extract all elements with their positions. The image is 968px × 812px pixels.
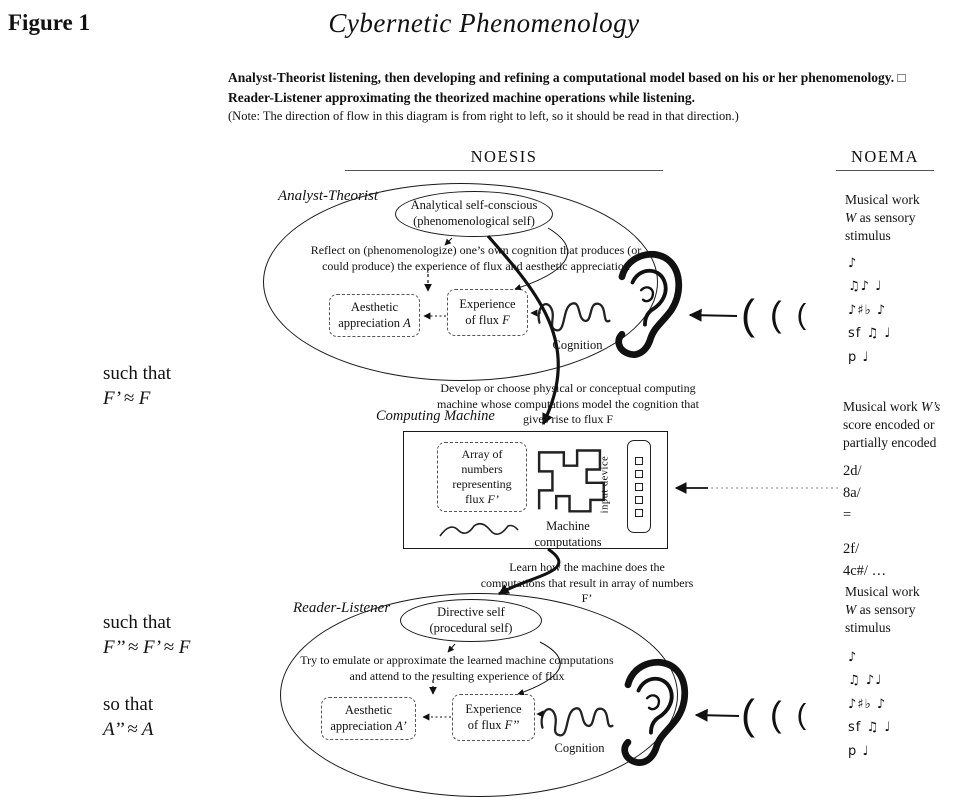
input-port-square	[635, 496, 643, 504]
so-that-formula: A’’ ≈ A	[103, 718, 154, 740]
array-line3: representing	[452, 477, 512, 491]
experience-of-flux-box	[447, 289, 528, 336]
array-line2: numbers	[461, 462, 503, 476]
flux-prime-variable: F’’	[504, 717, 520, 732]
wave-arc-icon: (	[741, 691, 755, 738]
analytical-self-line2: (phenomenological self)	[413, 214, 535, 228]
noema-top-work-variable: W	[845, 210, 857, 226]
notes-line: ♪♯♭ ♪	[848, 696, 887, 712]
notes-line: ♪	[848, 256, 858, 271]
so-that-word: so that	[103, 694, 154, 715]
such-that-2-formula: F’’ ≈ F’ ≈ F	[103, 636, 191, 658]
analytical-self-line1: Analytical self-conscious	[410, 198, 538, 213]
wave-arc-icon: (	[796, 298, 807, 331]
input-port-square	[635, 470, 643, 478]
cognition-label-top: Cognition	[552, 338, 603, 352]
notes-line: ♫♪ ♩	[848, 279, 883, 295]
aesthetic-line2-text: appreciation	[338, 315, 404, 330]
ear-icon	[606, 656, 694, 771]
noema-top-before: Musical work	[845, 192, 920, 207]
notes-line: sf ♫ ♩	[848, 720, 892, 736]
wave-arc-icon: (	[770, 695, 782, 734]
machine-computations-label	[520, 518, 616, 551]
score-code-line: 4c#/ …	[843, 563, 887, 579]
notes-line: ♪	[848, 650, 858, 665]
notes-line: p ♩	[848, 743, 870, 759]
sound-waves-bottom	[741, 691, 806, 739]
score-code-block	[843, 461, 886, 583]
aesthetic-prime-line1: Aesthetic	[344, 702, 393, 717]
noesis-label: NOESIS	[470, 147, 538, 166]
noema-mid-work-variable: W’s	[921, 399, 941, 414]
input-device-box	[627, 440, 651, 533]
notes-line: ♪♯♭ ♪	[848, 302, 887, 318]
reflect-text: Reflect on (phenomenologize) one’s own cognition that produces (or could produce) the experience of flux and aesthetic appreciation	[310, 243, 642, 273]
such-that-1-word: such that	[103, 363, 172, 384]
music-notes-top	[848, 252, 891, 369]
wave-arc-icon: (	[796, 698, 807, 731]
array-line4	[465, 492, 499, 507]
flux-prime-line2-text: of flux	[467, 717, 505, 732]
ear-icon	[600, 248, 688, 363]
computations-line2: computations	[534, 535, 602, 550]
input-port-square	[635, 509, 643, 517]
flux-line2	[465, 313, 509, 329]
intro-note: (Note: The direction of flow in this diagram is from right to left, so it should be read in that direction.)	[228, 109, 739, 124]
such-that-annotation-2	[103, 611, 190, 660]
noema-bottom-before: Musical work	[845, 584, 920, 599]
aesthetic-prime-line2-text: appreciation	[330, 718, 396, 733]
experience-of-flux-prime-box	[452, 694, 535, 741]
score-code-line: 2d/	[843, 463, 862, 479]
analytical-self-ellipse	[395, 191, 553, 237]
such-that-annotation-1	[103, 362, 171, 411]
noema-header	[836, 147, 934, 171]
notes-line: p ♩	[848, 349, 870, 365]
so-that-annotation	[103, 693, 154, 742]
emulate-text: Try to emulate or approximate the learned machine computations and attend to the resulting experience of flux	[300, 653, 614, 683]
array-line1: Array of	[461, 447, 503, 461]
reader-listener-label: Reader-Listener	[293, 600, 391, 616]
flux-wave-icon	[438, 516, 522, 542]
cognition-label-bottom: Cognition	[554, 741, 605, 755]
flux-line1: Experience	[459, 296, 516, 311]
aesthetic-prime-variable: A’	[395, 718, 407, 733]
intro-block	[228, 68, 948, 126]
directive-self-line1: Directive self	[437, 604, 505, 619]
flux-line2-text: of flux	[465, 312, 503, 327]
input-port-square	[635, 457, 643, 465]
intro-line-2: Reader-Listener approximating the theorized machine operations while listening.	[228, 89, 695, 105]
flux-variable: F	[502, 312, 510, 327]
input-port-square	[635, 483, 643, 491]
aesthetic-appreciation-box	[329, 294, 420, 337]
array-variable: F’	[487, 492, 499, 506]
flux-prime-line1: Experience	[465, 701, 522, 716]
figure-label: Figure 1	[8, 10, 90, 35]
array-of-numbers-box	[437, 442, 527, 512]
figure-title: Cybernetic Phenomenology	[328, 8, 640, 38]
noema-label: NOEMA	[851, 147, 919, 166]
such-that-2-word: such that	[103, 612, 172, 633]
aesthetic-line2	[338, 316, 411, 332]
flux-prime-line2	[468, 718, 519, 734]
noema-bottom-caption	[845, 583, 929, 638]
learn-machine-text: Learn how the machine does the computations that result in array of numbers F’	[480, 560, 694, 606]
notes-line: ♫ ♪♩	[848, 673, 883, 689]
analyst-theorist-label: Analyst-Theorist	[278, 188, 378, 204]
noema-top-after: as sensory stimulus	[845, 210, 916, 244]
directive-self-line2: (procedural self)	[429, 620, 513, 635]
wave-arc-icon: (	[741, 291, 755, 338]
noema-bottom-work-variable: W	[845, 602, 857, 618]
aesthetic-prime-line2	[330, 719, 406, 735]
develop-machine-text: Develop or choose physical or conceptual computing machine whose computations model the cognition that gives rise to flux F	[437, 381, 699, 427]
aesthetic-appreciation-prime-box	[321, 697, 416, 740]
stimulus-to-ear-arrow-top	[690, 315, 737, 316]
computing-machine-label: Computing Machine	[376, 408, 495, 424]
noema-mid-after: score encoded or partially encoded	[843, 417, 937, 451]
music-notes-bottom	[848, 646, 891, 763]
intro-line-1: Analyst-Theorist listening, then developing and refining a computational model based on his or her phenomenology. □	[228, 70, 906, 85]
noema-mid-caption	[843, 398, 953, 453]
noema-bottom-after: as sensory stimulus	[845, 602, 916, 636]
notes-line: sf ♫ ♩	[848, 326, 892, 342]
input-device-label: input device	[599, 455, 611, 514]
computations-line1: Machine	[546, 519, 590, 533]
such-that-1-formula: F’ ≈ F	[103, 387, 151, 409]
score-code-line: =	[843, 506, 852, 523]
array-line4-text: flux	[465, 492, 488, 506]
noesis-header	[345, 147, 663, 171]
directive-self-ellipse	[400, 599, 542, 642]
noema-mid-before: Musical work	[843, 399, 921, 414]
wave-arc-icon: (	[770, 295, 782, 334]
score-code-line: 8a/	[843, 484, 861, 501]
stimulus-to-ear-arrow-bottom	[696, 715, 739, 716]
aesthetic-line1: Aesthetic	[350, 299, 399, 314]
aesthetic-variable: A	[403, 315, 411, 330]
sound-waves-top	[741, 291, 806, 339]
noema-top-caption	[845, 191, 929, 246]
score-code-line: 2f/	[843, 541, 860, 558]
